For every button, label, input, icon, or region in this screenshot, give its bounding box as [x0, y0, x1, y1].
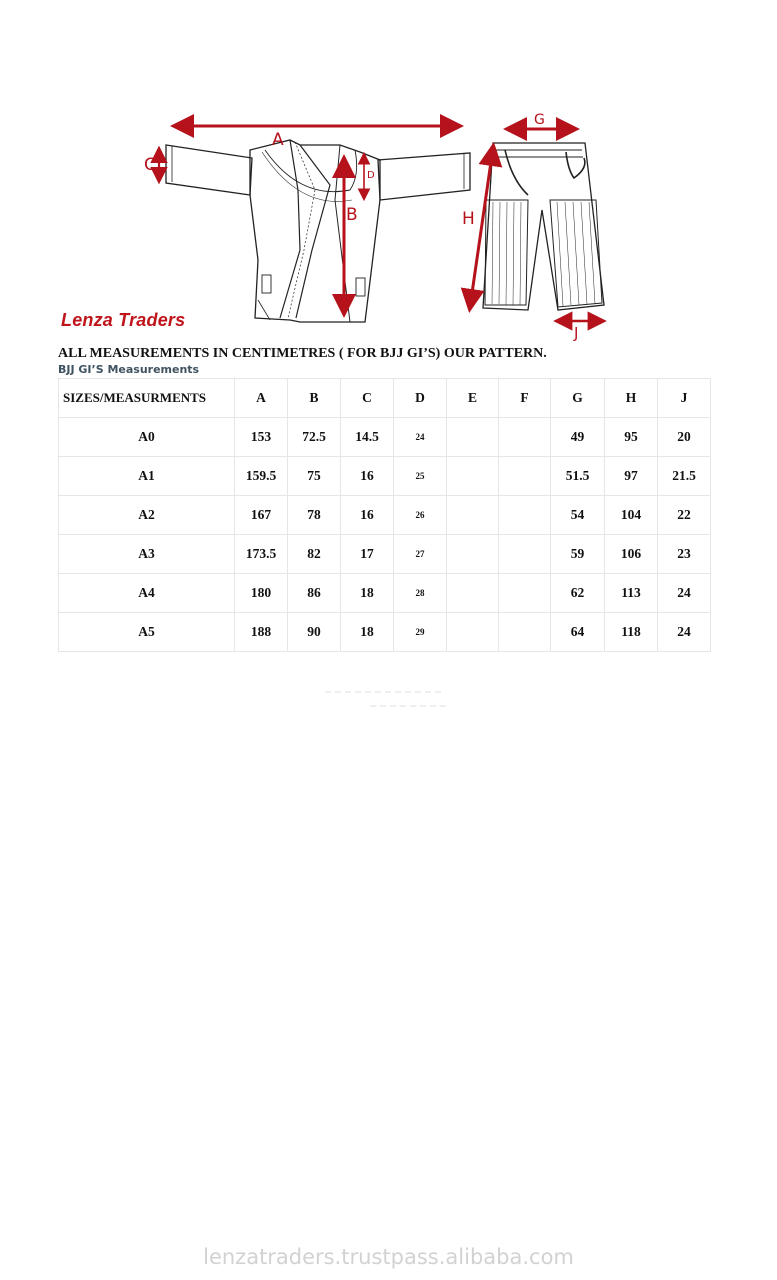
pants-drawing	[483, 143, 604, 310]
header-e: E	[447, 379, 499, 418]
value-cell: 180	[235, 574, 288, 613]
value-cell: 75	[288, 457, 341, 496]
table-header-row	[59, 379, 711, 418]
value-cell: 159.5	[235, 457, 288, 496]
value-cell: 104	[605, 496, 658, 535]
size-cell: A3	[59, 535, 235, 574]
jacket-drawing	[166, 140, 470, 322]
table-row	[59, 418, 711, 457]
label-b: B	[346, 205, 358, 225]
label-d: D	[367, 170, 375, 181]
value-cell	[447, 496, 499, 535]
value-cell	[499, 535, 551, 574]
value-cell: 18	[341, 574, 394, 613]
value-cell	[499, 457, 551, 496]
value-cell: 25	[394, 457, 447, 496]
table-row	[59, 574, 711, 613]
value-cell: 82	[288, 535, 341, 574]
value-cell	[447, 457, 499, 496]
value-cell: 18	[341, 613, 394, 652]
value-cell: 64	[551, 613, 605, 652]
value-cell: 113	[605, 574, 658, 613]
value-cell: 24	[394, 418, 447, 457]
value-cell: 62	[551, 574, 605, 613]
table-row	[59, 496, 711, 535]
table-row	[59, 457, 711, 496]
value-cell: 59	[551, 535, 605, 574]
header-a: A	[235, 379, 288, 418]
header-b: B	[288, 379, 341, 418]
value-cell: 27	[394, 535, 447, 574]
value-cell: 29	[394, 613, 447, 652]
value-cell: 24	[658, 613, 711, 652]
value-cell: 14.5	[341, 418, 394, 457]
header-h: H	[605, 379, 658, 418]
value-cell: 17	[341, 535, 394, 574]
value-cell: 78	[288, 496, 341, 535]
measurements-table	[58, 378, 711, 652]
value-cell: 16	[341, 496, 394, 535]
value-cell: 106	[605, 535, 658, 574]
value-cell: 21.5	[658, 457, 711, 496]
header-d: D	[394, 379, 447, 418]
value-cell: 90	[288, 613, 341, 652]
value-cell: 86	[288, 574, 341, 613]
label-g: G	[534, 112, 545, 128]
label-j: J	[574, 324, 579, 342]
value-cell: 51.5	[551, 457, 605, 496]
value-cell: 49	[551, 418, 605, 457]
value-cell: 24	[658, 574, 711, 613]
value-cell: 95	[605, 418, 658, 457]
value-cell: 173.5	[235, 535, 288, 574]
table-subheading: BJJ GI’S Measurements	[58, 363, 200, 376]
label-c: C	[144, 155, 156, 175]
header-g: G	[551, 379, 605, 418]
value-cell	[447, 613, 499, 652]
value-cell	[499, 613, 551, 652]
value-cell: 26	[394, 496, 447, 535]
value-cell	[447, 418, 499, 457]
site-watermark: lenzatraders.trustpass.alibaba.com	[203, 1245, 574, 1269]
size-cell: A0	[59, 418, 235, 457]
page-heading: ALL MEASUREMENTS IN CENTIMETRES ( FOR BJJ GI’S) OUR PATTERN.	[58, 346, 547, 361]
value-cell	[499, 496, 551, 535]
value-cell: 28	[394, 574, 447, 613]
size-cell: A5	[59, 613, 235, 652]
value-cell	[447, 535, 499, 574]
value-cell: 167	[235, 496, 288, 535]
value-cell	[499, 418, 551, 457]
header-j: J	[658, 379, 711, 418]
size-cell: A2	[59, 496, 235, 535]
value-cell: 72.5	[288, 418, 341, 457]
value-cell	[447, 574, 499, 613]
size-cell: A4	[59, 574, 235, 613]
gi-measurement-diagram	[0, 0, 777, 345]
value-cell: 97	[605, 457, 658, 496]
header-c: C	[341, 379, 394, 418]
header-sizes: SIZES/MEASURMENTS	[59, 379, 235, 418]
faint-artifact	[325, 688, 450, 710]
value-cell: 118	[605, 613, 658, 652]
measurement-letters	[144, 112, 578, 342]
value-cell: 188	[235, 613, 288, 652]
value-cell	[499, 574, 551, 613]
size-cell: A1	[59, 457, 235, 496]
value-cell: 16	[341, 457, 394, 496]
value-cell: 23	[658, 535, 711, 574]
value-cell: 20	[658, 418, 711, 457]
label-h: H	[462, 209, 475, 229]
measurement-arrows	[159, 126, 602, 321]
value-cell: 22	[658, 496, 711, 535]
label-a: A	[272, 130, 284, 150]
table-row	[59, 613, 711, 652]
brand-name: Lenza Traders	[61, 310, 186, 330]
table-row	[59, 535, 711, 574]
value-cell: 153	[235, 418, 288, 457]
value-cell: 54	[551, 496, 605, 535]
header-f: F	[499, 379, 551, 418]
